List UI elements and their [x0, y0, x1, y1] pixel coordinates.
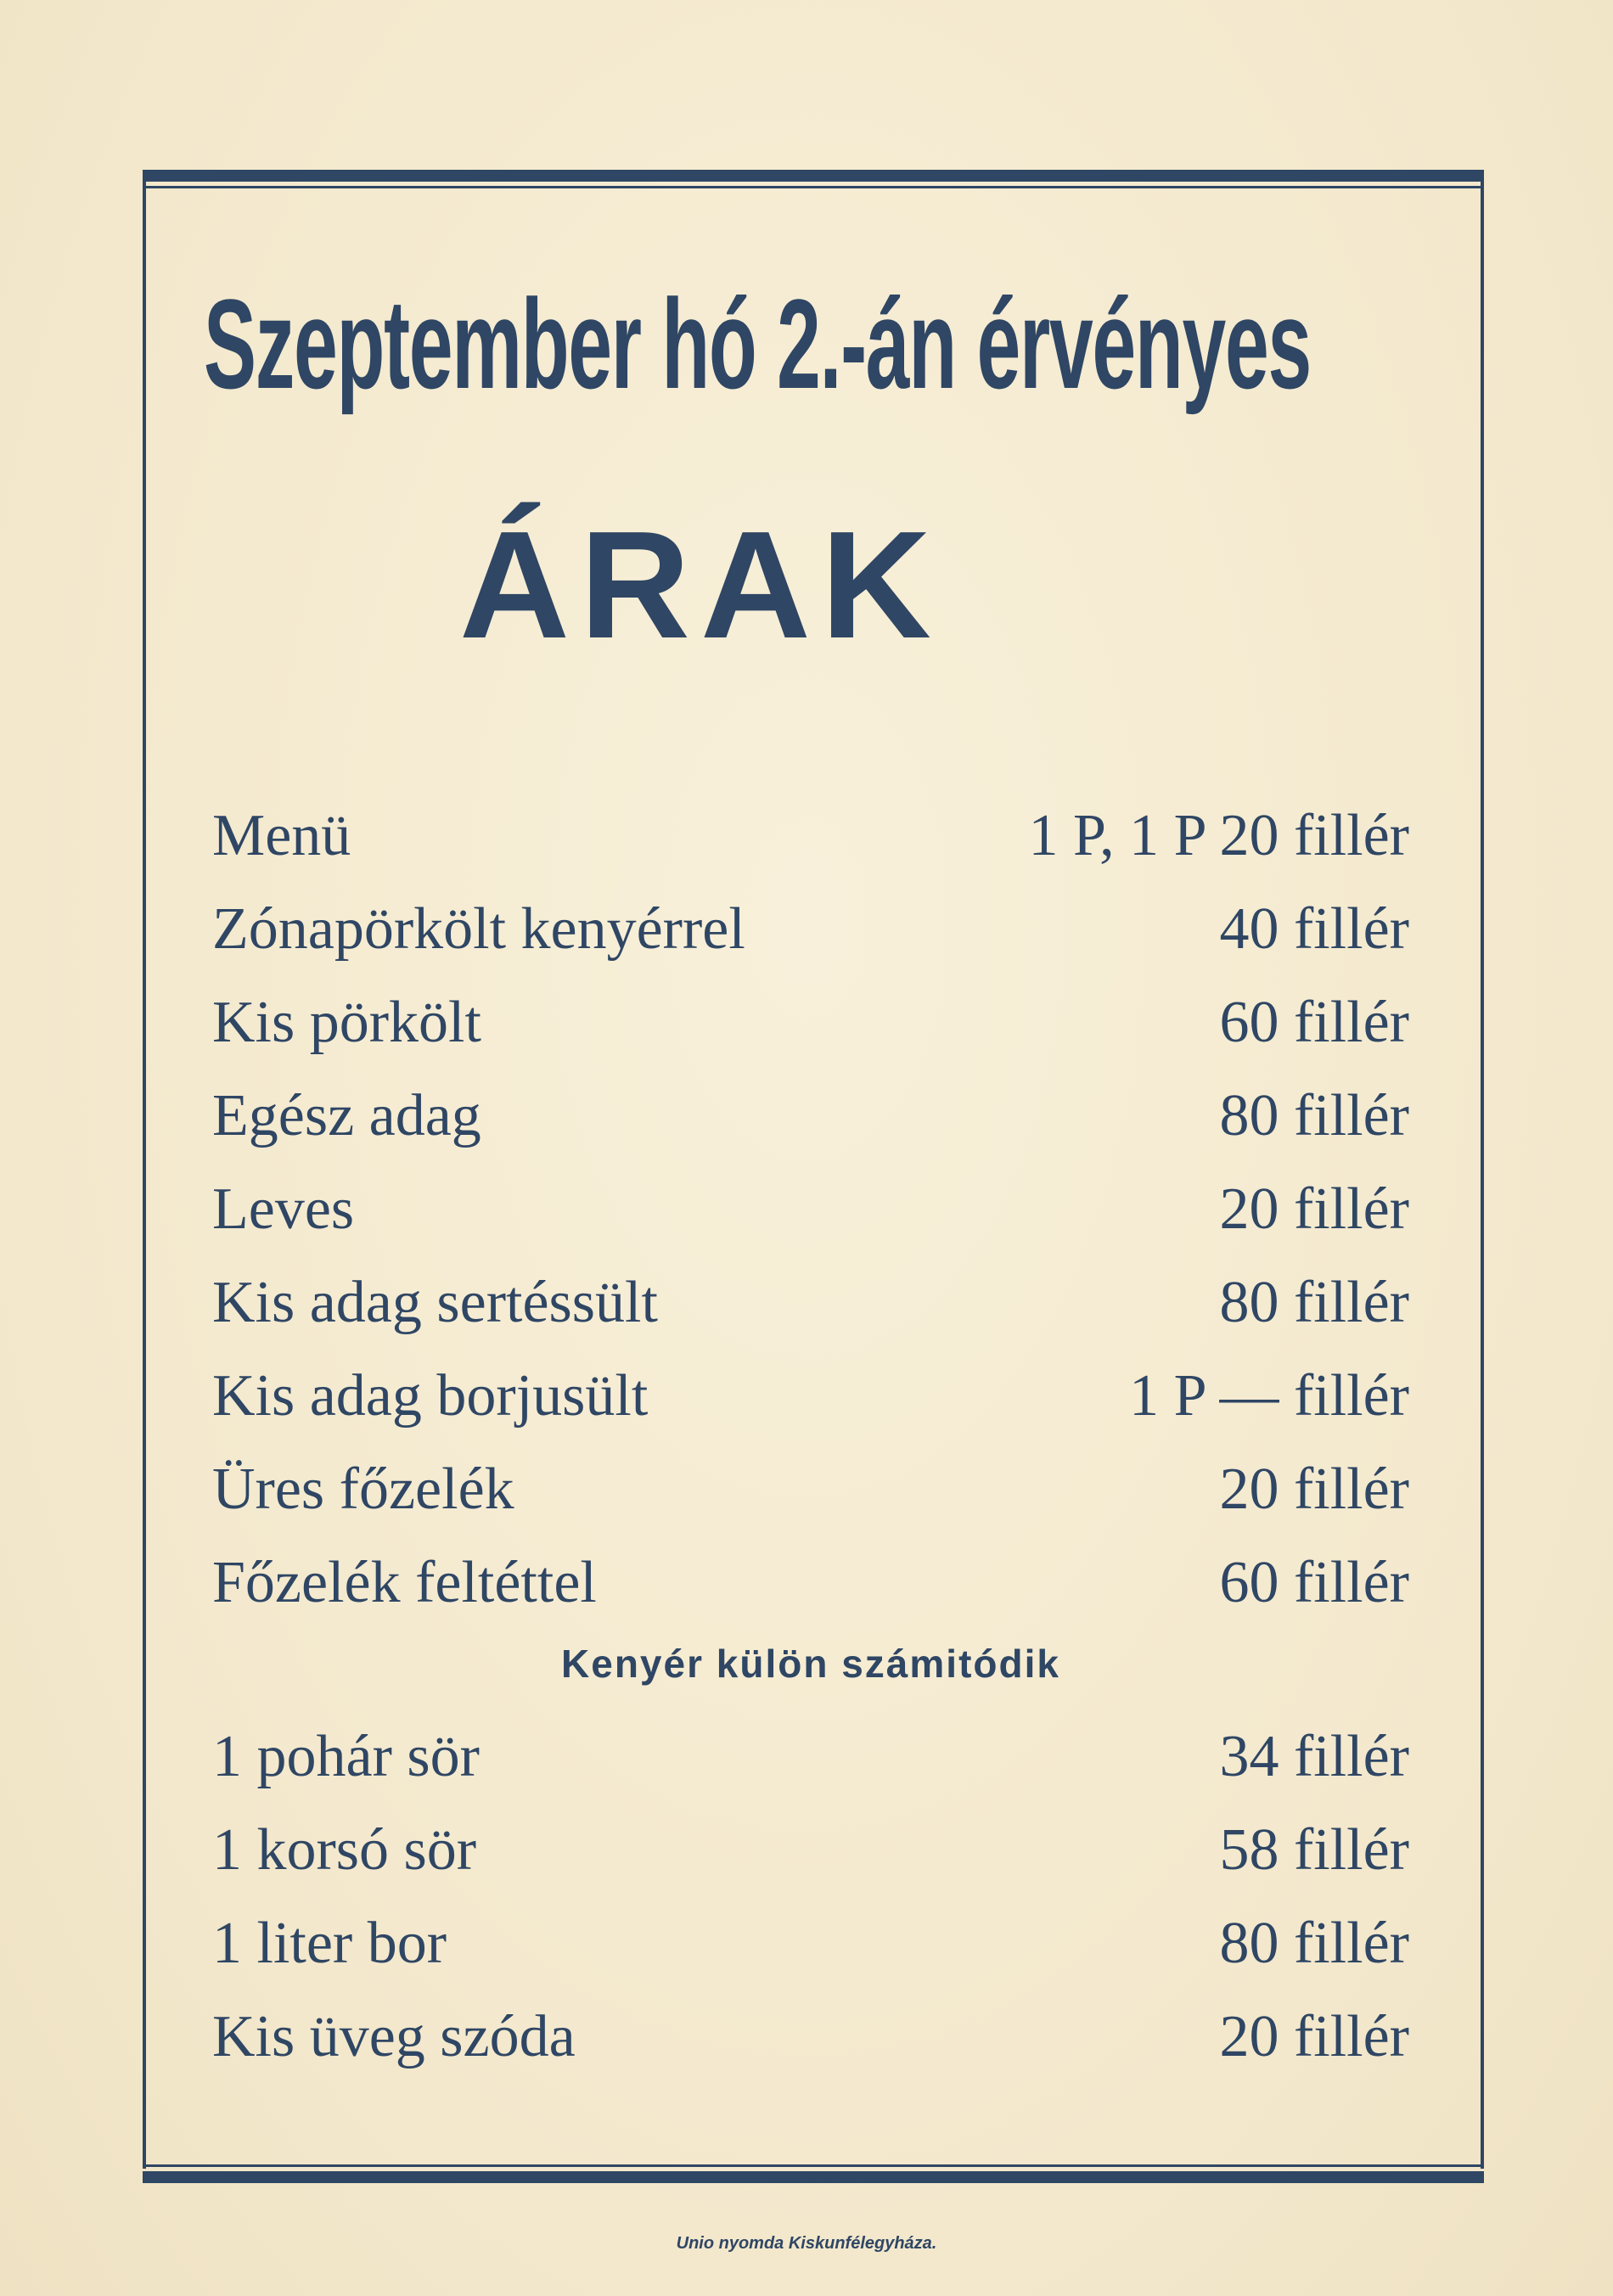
price-row: [212, 1536, 1409, 1630]
prices-heading-text: ÁRAK: [459, 500, 941, 671]
item-price: 80 fillér: [1219, 1911, 1409, 1976]
item-name: Kis üveg szóda: [212, 2004, 576, 2069]
item-price: 60 fillér: [1219, 1550, 1409, 1615]
item-price: 34 fillér: [1219, 1724, 1409, 1789]
item-name: Üres főzelék: [212, 1457, 514, 1522]
price-row: [212, 1897, 1409, 1990]
price-row: [212, 1990, 1409, 2084]
printer-imprint: Unio nyomda Kiskunfélegyháza.: [676, 2234, 937, 2253]
item-price: 1 P, 1 P 20 fillér: [1028, 803, 1409, 868]
price-row: [212, 976, 1409, 1069]
item-price: 40 fillér: [1219, 896, 1409, 962]
item-name: Egész adag: [212, 1083, 481, 1148]
item-name: Kis pörkölt: [212, 990, 481, 1055]
price-row: [212, 1804, 1409, 1897]
item-price: 80 fillér: [1219, 1083, 1409, 1148]
item-name: Kis adag borjusült: [212, 1363, 649, 1429]
item-price: 20 fillér: [1219, 1176, 1409, 1242]
item-name: Leves: [212, 1176, 355, 1242]
bottom-thick-rule: [143, 2171, 1484, 2183]
item-price: 58 fillér: [1219, 1817, 1409, 1883]
item-name: Kis adag sertéssült: [212, 1270, 658, 1335]
prices-heading: [0, 500, 1613, 671]
bottom-thin-rule: [143, 2164, 1484, 2167]
price-row: [212, 1256, 1409, 1350]
price-row: [212, 1350, 1409, 1443]
item-price: 80 fillér: [1219, 1270, 1409, 1335]
item-name: Zónapörkölt kenyérrel: [212, 896, 745, 962]
validity-heading: Szeptember hó 2.-án érvényes: [204, 272, 1311, 415]
item-name: 1 korsó sör: [212, 1817, 477, 1883]
item-price: 1 P — fillér: [1129, 1363, 1409, 1429]
bread-note: Kenyér külön számitódik: [561, 1642, 1060, 1686]
price-row: [212, 1163, 1409, 1256]
item-name: Főzelék feltéttel: [212, 1550, 597, 1615]
price-list: [212, 789, 1409, 2084]
item-price: 60 fillér: [1219, 990, 1409, 1055]
item-name: Menü: [212, 803, 351, 868]
price-row: [212, 883, 1409, 976]
price-row: [212, 1710, 1409, 1804]
price-row: [212, 1443, 1409, 1536]
item-price: 20 fillér: [1219, 2004, 1409, 2069]
item-name: 1 liter bor: [212, 1911, 447, 1976]
price-row: [212, 789, 1409, 883]
bottom-border-rule: [143, 2164, 1484, 2183]
item-price: 20 fillér: [1219, 1457, 1409, 1522]
price-row: [212, 1069, 1409, 1163]
item-name: 1 pohár sör: [212, 1724, 480, 1789]
